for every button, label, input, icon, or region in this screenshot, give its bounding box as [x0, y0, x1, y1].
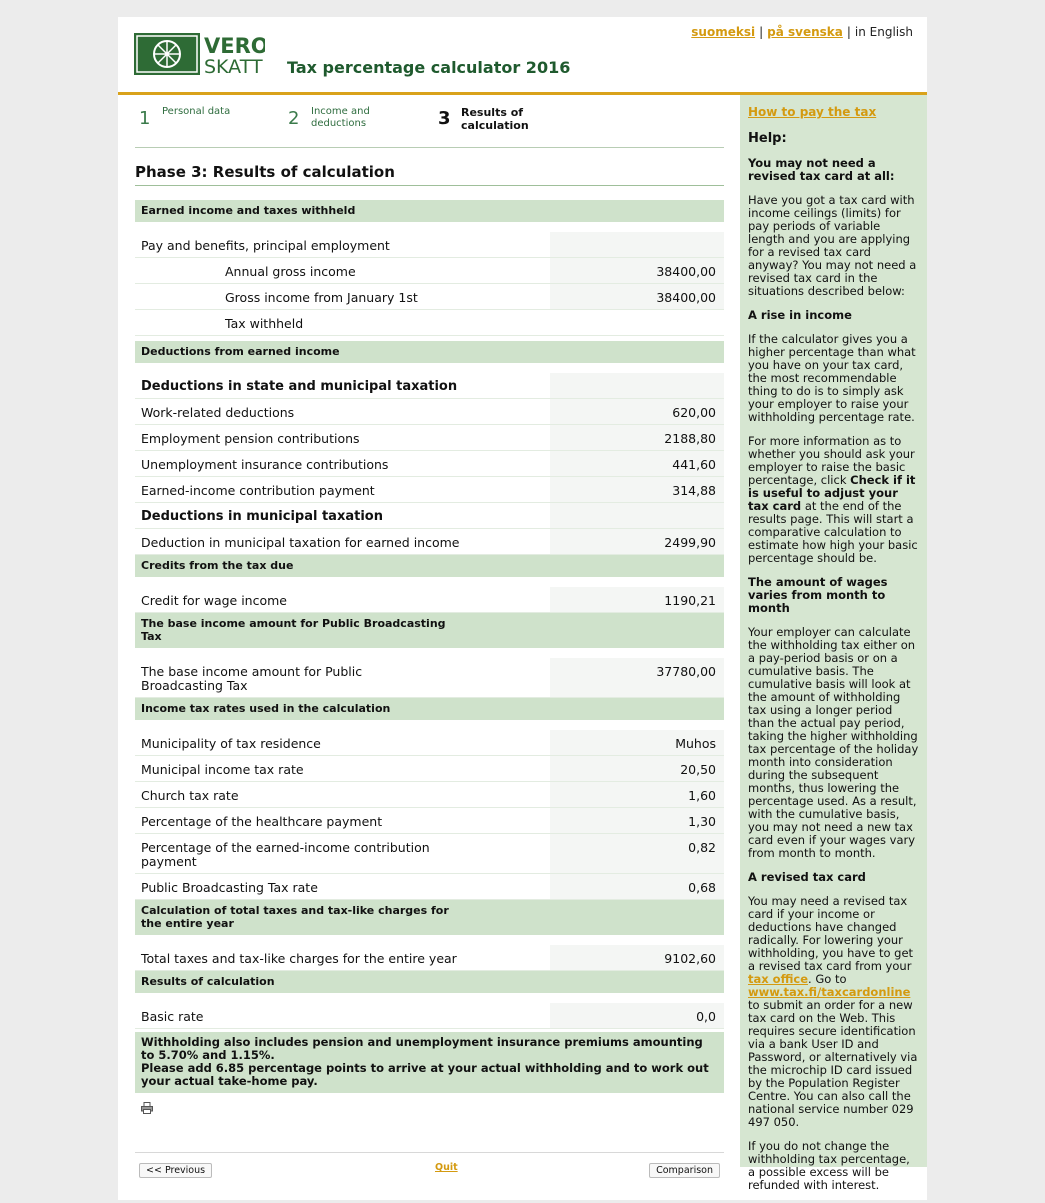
row-label: Work-related deductions	[141, 405, 295, 420]
table-row	[135, 834, 724, 874]
table-row	[135, 756, 724, 782]
help-subheading: You may not need a revised tax card at all:	[748, 156, 895, 183]
page	[118, 17, 927, 1200]
row-value	[550, 232, 724, 257]
navigation-bar	[135, 1152, 724, 1183]
row-label: Unemployment insurance contributions	[141, 457, 389, 472]
logo-text-vero: VERO	[204, 34, 265, 58]
row-value: 441,60	[550, 451, 724, 476]
row-value	[550, 503, 724, 528]
row-value: 1,60	[550, 782, 724, 807]
help-emphasis: Check if it is useful to adjust your tax card	[748, 473, 916, 513]
step-label: Income and deductions	[311, 106, 370, 129]
table-row	[135, 373, 724, 399]
row-value: 1,30	[550, 808, 724, 833]
page-title: Phase 3: Results of calculation	[135, 163, 395, 181]
row-label: Basic rate	[141, 1009, 204, 1024]
row-value: 314,88	[550, 477, 724, 502]
help-paragraph	[748, 895, 920, 1129]
taxcardonline-link[interactable]: www.tax.fi/taxcardonline	[748, 985, 911, 999]
step-label: Personal data	[162, 106, 231, 117]
section-header: Deductions from earned income	[135, 341, 724, 363]
row-value: 1190,21	[550, 587, 724, 612]
section-header-text: Calculation of total taxes and tax-like charges for the entire year	[141, 904, 449, 930]
table-row	[135, 874, 724, 900]
row-value: 0,0	[550, 1003, 724, 1028]
help-paragraph: Your employer can calculate the withholding tax either on a pay-period basis or on a cumulative basis. The cumulative basis will look at the amount of withholding tax using a longer period than the actual pay period, taking the higher withholding tax percentage of the holiday month into consideration during the subsequent months, thus lowering the percentage used. As a result, with the cumulative basis, you may not need a new tax card even if your wages vary from month to month.	[748, 625, 919, 860]
row-value: 620,00	[550, 399, 724, 424]
table-row	[135, 782, 724, 808]
help-text: to submit an order for a new tax card on the Web. This requires secure identification via a bank User ID and Password, or alternatively via the microchip ID card issued by the Population Register Centre. You can also call the national service number 029 497 050.	[748, 998, 918, 1129]
help-sidebar	[740, 95, 927, 1192]
how-to-pay-link[interactable]: How to pay the tax	[748, 105, 877, 119]
row-label: Church tax rate	[141, 788, 239, 803]
row-value: 37780,00	[550, 658, 724, 697]
row-value: 20,50	[550, 756, 724, 781]
step-number: 1	[139, 108, 151, 129]
section-header: Credits from the tax due	[135, 555, 724, 577]
lang-swedish-link[interactable]: på svenska	[767, 25, 843, 39]
row-label: Earned-income contribution payment	[141, 483, 375, 498]
row-value: 0,68	[550, 874, 724, 899]
note-line-1: Withholding also includes pension and unemployment insurance premiums amounting to 5.70% and 1.15%.	[141, 1035, 703, 1062]
language-switcher: suomeksi | på svenska | in English	[691, 25, 913, 39]
help-heading: Help:	[748, 131, 787, 146]
step-number: 3	[438, 108, 451, 129]
table-row	[135, 730, 724, 756]
row-value	[550, 373, 724, 398]
table-row	[135, 451, 724, 477]
help-text: . Go to	[808, 972, 847, 986]
table-row	[135, 587, 724, 613]
row-label: Municipal income tax rate	[141, 762, 304, 777]
divider	[135, 185, 724, 186]
section-header	[135, 900, 724, 935]
results-table	[135, 200, 724, 1111]
row-label: Municipality of tax residence	[141, 736, 321, 751]
note-line-2: Please add 6.85 percentage points to arrive at your actual withholding and to work out your actual take-home pay.	[141, 1061, 709, 1088]
table-row	[135, 399, 724, 425]
header	[118, 17, 927, 95]
table-row	[135, 232, 724, 258]
help-subheading: A revised tax card	[748, 870, 866, 884]
table-row	[135, 945, 724, 971]
section-header: Earned income and taxes withheld	[135, 200, 724, 222]
tax-office-link[interactable]: tax office	[748, 972, 809, 986]
help-content	[748, 157, 920, 1203]
help-text: For more information as to whether you should ask your employer to raise the basic percentage, click	[748, 434, 915, 487]
progress-steps	[135, 95, 724, 148]
row-value: 9102,60	[550, 945, 724, 970]
row-label: Credit for wage income	[141, 593, 287, 608]
row-label: Tax withheld	[225, 316, 304, 331]
vero-skatt-logo[interactable]	[134, 33, 265, 75]
comparison-button[interactable]: Comparison	[649, 1163, 720, 1178]
help-paragraph: If you do not change the withholding tax percentage, a possible excess will be refunded with interest.	[748, 1139, 910, 1192]
table-row	[135, 425, 724, 451]
help-subheading: The amount of wages varies from month to month	[748, 575, 888, 615]
row-value: 2188,80	[550, 425, 724, 450]
table-row	[135, 258, 724, 284]
row-label: The base income amount for Public Broadcasting Tax	[141, 664, 363, 693]
row-label: Deduction in municipal taxation for earned income	[141, 535, 460, 550]
help-text: at the end of the results page. This will start a comparative calculation to estimate how high your basic percentage should be.	[748, 499, 918, 565]
table-row	[135, 529, 724, 555]
table-row	[135, 284, 724, 310]
row-value: 2499,90	[550, 529, 724, 554]
table-row	[135, 310, 724, 336]
row-value	[550, 310, 724, 335]
table-row	[135, 477, 724, 503]
row-label: Gross income from January 1st	[225, 290, 418, 305]
step-label: Results of calculation	[461, 106, 529, 132]
help-subheading: A rise in income	[748, 308, 852, 322]
help-text: You may need a revised tax card if your income or deductions have changed radically. For lowering your withholding, you have to get a revised tax card from your	[748, 894, 914, 973]
row-label: Deductions in municipal taxation	[141, 509, 383, 524]
row-value: 38400,00	[550, 284, 724, 309]
logo-text-skatt: SKATT	[204, 56, 263, 75]
previous-button[interactable]: << Previous	[139, 1163, 212, 1178]
row-label: Pay and benefits, principal employment	[141, 238, 390, 253]
row-value: Muhos	[550, 730, 724, 755]
lang-english-current: in English	[854, 25, 913, 39]
row-label: Employment pension contributions	[141, 431, 360, 446]
main-content	[135, 95, 724, 1176]
section-header: Income tax rates used in the calculation	[135, 698, 724, 720]
table-row	[135, 658, 724, 698]
quit-link[interactable]: Quit	[435, 1162, 458, 1173]
table-row	[135, 808, 724, 834]
step-number: 2	[288, 108, 300, 129]
row-value: 38400,00	[550, 258, 724, 283]
row-label: Annual gross income	[225, 264, 356, 279]
row-label: Deductions in state and municipal taxation	[141, 379, 458, 394]
section-header: Results of calculation	[135, 971, 724, 993]
table-row	[135, 503, 724, 529]
help-paragraph: If the calculator gives you a higher percentage than what you have on your tax card, the most recommendable thing to do is to simply ask your employer to raise your withholding percentage rate.	[748, 332, 916, 424]
section-header-text: The base income amount for Public Broadcasting Tax	[141, 617, 446, 643]
help-paragraph: Have you got a tax card with income ceilings (limits) for pay periods of variable length and you are applying for a revised tax card anyway? You may not need a revised tax card in the situations described below:	[748, 193, 917, 298]
help-paragraph	[748, 435, 920, 565]
row-label: Public Broadcasting Tax rate	[141, 880, 318, 895]
app-title: Tax percentage calculator 2016	[287, 58, 571, 77]
row-label: Percentage of the earned-income contribution payment	[141, 840, 430, 869]
table-row	[135, 1003, 724, 1029]
section-header	[135, 613, 724, 648]
row-value: 0,82	[550, 834, 724, 873]
printer-icon[interactable]	[141, 1099, 153, 1111]
lang-finnish-link[interactable]: suomeksi	[691, 25, 756, 39]
row-label: Percentage of the healthcare payment	[141, 814, 383, 829]
row-label: Total taxes and tax-like charges for the entire year	[141, 951, 457, 966]
withholding-note	[135, 1032, 724, 1093]
